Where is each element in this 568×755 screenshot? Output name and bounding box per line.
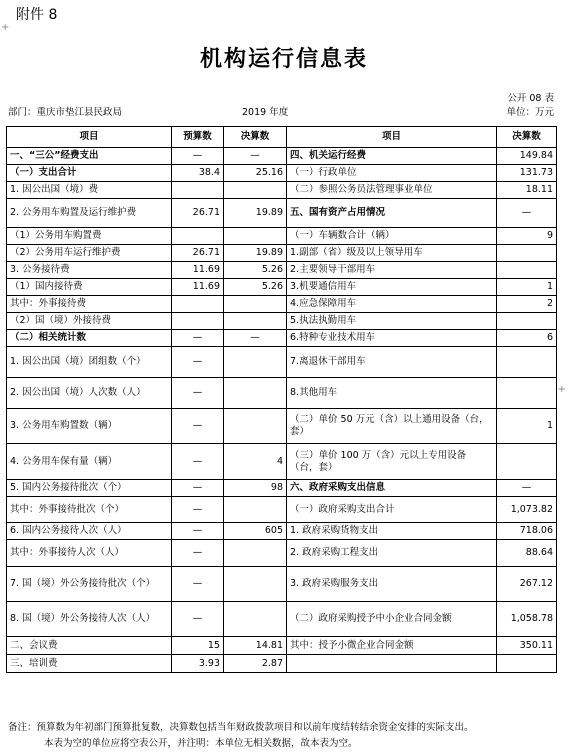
right-item-cell: 6.特种专业技术用车 [287, 330, 497, 347]
form-code: 公开 08 表 [507, 93, 554, 104]
right-final-cell [497, 347, 557, 378]
right-item-cell: 其中：授予小微企业合同金额 [287, 637, 497, 655]
left-item-cell: （1）公务用车购置费 [7, 228, 172, 245]
budget-cell: — [172, 378, 224, 409]
left-item-cell: （一）支出合计 [7, 165, 172, 182]
budget-cell [172, 296, 224, 313]
final-cell [224, 182, 287, 199]
right-final-cell: — [497, 199, 557, 228]
left-item-cell: 8. 国（境）外公务接待人次（人） [7, 602, 172, 637]
right-item-cell: （二）政府采购授予中小企业合同金额 [287, 602, 497, 637]
left-item-cell: （二）相关统计数 [7, 330, 172, 347]
budget-cell: 26.71 [172, 245, 224, 262]
right-item-cell: （一）车辆数合计（辆） [287, 228, 497, 245]
right-final-cell [497, 262, 557, 279]
budget-cell: 38.4 [172, 165, 224, 182]
table-row [7, 637, 557, 655]
table-row [7, 148, 557, 165]
right-final-cell: 718.06 [497, 523, 557, 540]
right-final-cell: 267.12 [497, 567, 557, 602]
right-final-cell: 2 [497, 296, 557, 313]
right-final-cell [497, 378, 557, 409]
right-final-cell: 350.11 [497, 637, 557, 655]
budget-cell: 11.69 [172, 262, 224, 279]
budget-cell: — [172, 523, 224, 540]
final-cell [224, 228, 287, 245]
budget-cell: 26.71 [172, 199, 224, 228]
left-item-cell: 3. 公务用车购置数（辆） [7, 409, 172, 444]
budget-cell: — [172, 330, 224, 347]
right-item-cell: 2.主要领导干部用车 [287, 262, 497, 279]
left-item-cell: 二、会议费 [7, 637, 172, 655]
left-item-cell: 1. 因公出国（境）费 [7, 182, 172, 199]
right-final-cell: 149.84 [497, 148, 557, 165]
left-item-cell: 其中：外事接待费 [7, 296, 172, 313]
budget-cell: 11.69 [172, 279, 224, 296]
final-cell: 19.89 [224, 245, 287, 262]
final-cell [224, 347, 287, 378]
right-final-cell [497, 444, 557, 480]
right-item-cell: （一）行政单位 [287, 165, 497, 182]
table-row [7, 655, 557, 673]
table-row [7, 296, 557, 313]
right-item-cell: （二）参照公务员法管理事业单位 [287, 182, 497, 199]
table-row [7, 540, 557, 567]
right-item-cell: （三）单价 100 万（含）元以上专用设备（台，套） [287, 444, 497, 480]
budget-cell: — [172, 148, 224, 165]
left-item-cell: 一、“三公”经费支出 [7, 148, 172, 165]
right-final-cell [497, 245, 557, 262]
budget-cell: — [172, 409, 224, 444]
final-cell: — [224, 330, 287, 347]
right-item-cell: 六、政府采购支出信息 [287, 480, 497, 497]
final-cell [224, 378, 287, 409]
note-line: 本表为空的单位应将空表公开，并注明：本单位无相关数据，故本表为空。 [44, 738, 358, 749]
budget-cell [172, 182, 224, 199]
left-item-cell: 1. 因公出国（境）团组数（个） [7, 347, 172, 378]
table-row [7, 602, 557, 637]
right-final-cell [497, 313, 557, 330]
table-row [7, 378, 557, 409]
notes [8, 720, 564, 752]
final-cell: 98 [224, 480, 287, 497]
unit-label: 单位：万元 [506, 107, 554, 118]
year-label: 2019 年度 [242, 107, 289, 118]
info-table [6, 126, 557, 673]
plus-icon: + [557, 384, 566, 395]
table-row [7, 347, 557, 378]
final-cell: 5.26 [224, 262, 287, 279]
table-row [7, 330, 557, 347]
right-final-cell: 6 [497, 330, 557, 347]
budget-cell: — [172, 567, 224, 602]
left-item-cell: 5. 国内公务接待批次（个） [7, 480, 172, 497]
department-label: 部门：重庆市垫江县民政局 [8, 107, 123, 118]
budget-cell: 15 [172, 637, 224, 655]
table-row [7, 199, 557, 228]
right-item-cell: 四、机关运行经费 [287, 148, 497, 165]
left-item-cell: 其中：外事接待批次（个） [7, 497, 172, 523]
table-meta [8, 104, 554, 118]
right-item-cell: 1. 政府采购货物支出 [287, 523, 497, 540]
right-item-cell: （一）政府采购支出合计 [287, 497, 497, 523]
right-item-cell: 3.机要通信用车 [287, 279, 497, 296]
header-budget: 预算数 [172, 127, 224, 148]
left-item-cell: 2. 因公出国（境）人次数（人） [7, 378, 172, 409]
table-header-row [7, 127, 557, 148]
right-final-cell: 1 [497, 279, 557, 296]
final-cell [224, 313, 287, 330]
right-final-cell: 1 [497, 409, 557, 444]
table-row [7, 182, 557, 199]
left-item-cell: （1）国内接待费 [7, 279, 172, 296]
budget-cell: — [172, 540, 224, 567]
budget-cell: — [172, 347, 224, 378]
attachment-label: 附件 8 [16, 7, 58, 23]
budget-cell: — [172, 444, 224, 480]
right-final-cell [497, 655, 557, 673]
header-final-left: 决算数 [224, 127, 287, 148]
table-row [7, 228, 557, 245]
right-item-cell: （二）单价 50 万元（含）以上通用设备（台，套） [287, 409, 497, 444]
budget-cell [172, 313, 224, 330]
final-cell [224, 497, 287, 523]
right-final-cell: — [497, 480, 557, 497]
page-title: 机构运行信息表 [199, 46, 368, 72]
final-cell [224, 567, 287, 602]
right-item-cell: 五、国有资产占用情况 [287, 199, 497, 228]
left-item-cell: （2）国（境）外接待费 [7, 313, 172, 330]
final-cell: 4 [224, 444, 287, 480]
table-row [7, 165, 557, 182]
header-right-item: 项目 [287, 127, 497, 148]
final-cell: 19.89 [224, 199, 287, 228]
plus-icon: + [1, 22, 10, 33]
table-row [7, 497, 557, 523]
budget-cell: 3.93 [172, 655, 224, 673]
right-item-cell: 2. 政府采购工程支出 [287, 540, 497, 567]
left-item-cell: 6. 国内公务接待人次（人） [7, 523, 172, 540]
right-item-cell [287, 655, 497, 673]
right-item-cell: 3. 政府采购服务支出 [287, 567, 497, 602]
budget-cell: — [172, 480, 224, 497]
right-item-cell: 5.执法执勤用车 [287, 313, 497, 330]
right-final-cell: 18.11 [497, 182, 557, 199]
table-row [7, 313, 557, 330]
final-cell [224, 540, 287, 567]
table-row [7, 567, 557, 602]
right-item-cell: 4.应急保障用车 [287, 296, 497, 313]
right-final-cell: 9 [497, 228, 557, 245]
right-item-cell: 8.其他用车 [287, 378, 497, 409]
header-final-right: 决算数 [497, 127, 557, 148]
final-cell: 605 [224, 523, 287, 540]
budget-cell: — [172, 497, 224, 523]
table-row [7, 262, 557, 279]
table-row [7, 279, 557, 296]
table-row [7, 444, 557, 480]
table-row [7, 245, 557, 262]
right-final-cell: 1,073.82 [497, 497, 557, 523]
final-cell [224, 296, 287, 313]
final-cell: 25.16 [224, 165, 287, 182]
budget-cell: — [172, 602, 224, 637]
table-row [7, 480, 557, 497]
right-final-cell: 131.73 [497, 165, 557, 182]
left-item-cell: （2）公务用车运行维护费 [7, 245, 172, 262]
left-item-cell: 2. 公务用车购置及运行维护费 [7, 199, 172, 228]
left-item-cell: 三、培训费 [7, 655, 172, 673]
left-item-cell: 4. 公务用车保有量（辆） [7, 444, 172, 480]
right-item-cell: 1.副部（省）级及以上领导用车 [287, 245, 497, 262]
budget-cell [172, 228, 224, 245]
right-final-cell: 88.64 [497, 540, 557, 567]
final-cell: — [224, 148, 287, 165]
final-cell [224, 409, 287, 444]
left-item-cell: 7. 国（境）外公务接待批次（个） [7, 567, 172, 602]
right-final-cell: 1,058.78 [497, 602, 557, 637]
final-cell [224, 602, 287, 637]
left-item-cell: 其中：外事接待人次（人） [7, 540, 172, 567]
table-row [7, 409, 557, 444]
table-row [7, 523, 557, 540]
final-cell: 14.81 [224, 637, 287, 655]
final-cell: 2.87 [224, 655, 287, 673]
note-line: 备注：预算数为年初部门预算批复数，决算数包括当年财政拨款项目和以前年度结转结余资金安排的实际支出。 [8, 722, 474, 733]
header-left-item: 项目 [7, 127, 172, 148]
left-item-cell: 3. 公务接待费 [7, 262, 172, 279]
final-cell: 5.26 [224, 279, 287, 296]
right-item-cell: 7.离退休干部用车 [287, 347, 497, 378]
